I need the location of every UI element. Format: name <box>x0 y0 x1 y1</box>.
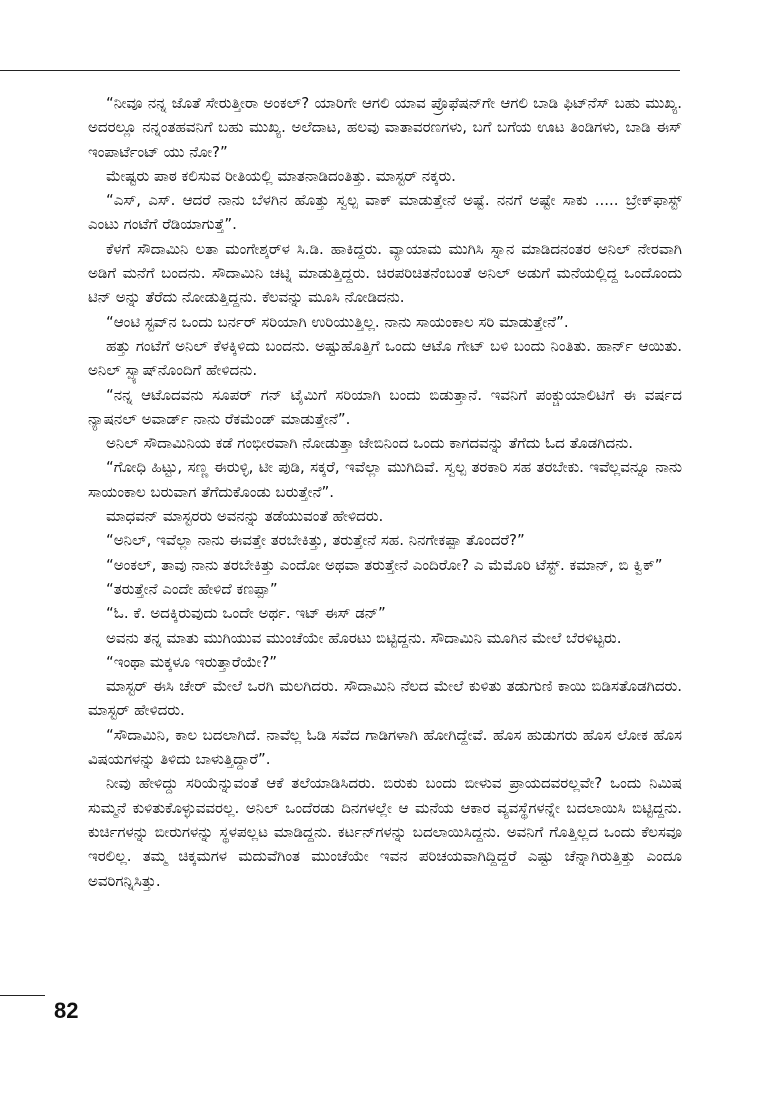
paragraph: “ನೀವೂ ನನ್ನ ಜೊತೆ ಸೇರುತ್ತೀರಾ ಅಂಕಲ್? ಯಾರಿಗೇ ಆಗಲಿ ಯಾವ ಪ್ರೊಫೆಷನ್‌ಗೇ ಆಗಲಿ ಬಾಡಿ ಫಿಟ್‌ನೆಸ್ ಬಹು ಮುಖ್ಯ. ಅದರಲ್ಲೂ ನನ್ನಂತಹವನಿಗೆ ಬಹು ಮುಖ್ಯ. ಅಲೆದಾಟ, ಹಲವು ವಾತಾವರಣಗಳು, ಬಗೆ ಬಗೆಯ ಊಟ ತಿಂಡಿಗಳು, ಬಾಡಿ ಈಸ್ ಇಂಪಾರ್ಟೆಂಟ್ ಯು ನೋ?” <box>88 94 682 161</box>
paragraph: “ಇಂಥಾ ಮಕ್ಕಳೂ ಇರುತ್ತಾರೆಯೇ?” <box>106 652 278 671</box>
paragraph: ಅನಿಲ್ ಸೌದಾಮಿನಿಯ ಕಡೆ ಗಂಭೀರವಾಗಿ ನೋಡುತ್ತಾ ಜೇಬಿನಿಂದ ಒಂದು ಕಾಗದವನ್ನು ತೆಗೆದು ಓದ ತೊಡಗಿದನು. <box>106 434 634 453</box>
paragraph: “ಆಂಟಿ ಸ್ಟವ್‌ನ ಒಂದು ಬರ್ನರ್ ಸರಿಯಾಗಿ ಉರಿಯುತ್ತಿಲ್ಲ. ನಾನು ಸಾಯಂಕಾಲ ಸರಿ ಮಾಡುತ್ತೇನೆ”. <box>106 312 569 331</box>
paragraph: “ಎಸ್, ಎಸ್. ಆದರೆ ನಾನು ಬೆಳಗಿನ ಹೊತ್ತು ಸ್ವಲ್ಪ ವಾಕ್ ಮಾಡುತ್ತೇನೆ ಅಷ್ಟೆ. ನನಗೆ ಅಷ್ಟೇ ಸಾಕು ..... ಬ್ರೇಕ್‌ಫಾಸ್ಟ್ ಎಂಟು ಗಂಟೆಗೆ ರೆಡಿಯಾಗುತ್ತೆ”. <box>88 191 682 234</box>
paragraph: “ಅನಿಲ್, ಇವೆಲ್ಲಾ ನಾನು ಈವತ್ತೇ ತರಬೇಕಿತ್ತು, ತರುತ್ತೇನೆ ಸಹ. ನಿನಗೇಕಪ್ಪಾ ತೊಂದರೆ?” <box>106 531 525 550</box>
page-number: 82 <box>54 998 79 1023</box>
paragraph: ಮೇಷ್ಟರು ಪಾಠ ಕಲಿಸುವ ರೀತಿಯಲ್ಲಿ ಮಾತನಾಡಿದಂತಿತ್ತು. ಮಾಸ್ಟರ್ ನಕ್ಕರು. <box>106 166 456 185</box>
body-text <box>88 91 682 893</box>
paragraph: ನೀವು ಹೇಳಿದ್ದು ಸರಿಯೆನ್ನುವಂತೆ ಆಕೆ ತಲೆಯಾಡಿಸಿದರು. ಬಿರುಕು ಬಂದು ಬೀಳುವ ಪ್ರಾಯದವರಲ್ಲವೇ? ಒಂದು ನಿಮಿಷ ಸುಮ್ಮನೆ ಕುಳಿತುಕೊಳ್ಳುವವರಲ್ಲ. ಅನಿಲ್ ಒಂದೆರಡು ದಿನಗಳಲ್ಲೇ ಆ ಮನೆಯ ಆಕಾರ ವ್ಯವಸ್ಥೆಗಳನ್ನೇ ಬದಲಾಯಿಸಿ ಬಿಟ್ಟಿದ್ದನು. ಕುರ್ಚಿಗಳನ್ನು ಬೀರುಗಳನ್ನು ಸ್ಥಳಪಲ್ಲಟ ಮಾಡಿದ್ದನು. ಕರ್ಟನ್‌ಗಳನ್ನು ಬದಲಾಯಿಸಿದ್ದನು. ಅವನಿಗೆ ಗೊತ್ತಿಲ್ಲದ ಒಂದು ಕೆಲಸವೂ ಇರಲಿಲ್ಲ. ತಮ್ಮ ಚಿಕ್ಕಮಗಳ ಮದುವೆಗಿಂತ ಮುಂಚೆಯೇ ಇವನ ಪರಿಚಯವಾಗಿದ್ದಿದ್ದರೆ ಎಷ್ಟು ಚೆನ್ನಾಗಿರುತ್ತಿತ್ತು ಎಂದೂ ಅವರಿಗನ್ನಿಸಿತ್ತು. <box>88 774 682 890</box>
paragraph: “ಸೌದಾಮಿನಿ, ಕಾಲ ಬದಲಾಗಿದೆ. ನಾವೆಲ್ಲ ಓಡಿ ಸವೆದ ಗಾಡಿಗಳಾಗಿ ಹೋಗಿದ್ದೇವೆ. ಹೊಸ ಹುಡುಗರು ಹೊಸ ಲೋಕ ಹೊಸ ವಿಷಯಗಳನ್ನು ತಿಳಿದು ಬಾಳುತ್ತಿದ್ದಾರೆ”. <box>88 725 682 769</box>
paragraph: ಕೆಳಗೆ ಸೌದಾಮಿನಿ ಲತಾ ಮಂಗೇಶ್ಕರ್‌ಳ ಸಿ.ಡಿ. ಹಾಕಿದ್ದರು. ವ್ಯಾಯಾಮ ಮುಗಿಸಿ ಸ್ನಾನ ಮಾಡಿದನಂತರ ಅನಿಲ್ ನೇರವಾಗಿ ಅಡಿಗೆ ಮನೆಗೆ ಬಂದನು. ಸೌದಾಮಿನಿ ಚಟ್ನಿ ಮಾಡುತ್ತಿದ್ದರು. ಚಿರಪರಿಚಿತನೆಂಬಂತೆ ಅನಿಲ್ ಅಡುಗೆ ಮನೆಯಲ್ಲಿದ್ದ ಒಂದೊಂದು ಟಿನ್ ಅನ್ನು ತೆರೆದು ನೋಡುತ್ತಿದ್ದನು. ಕೆಲವನ್ನು ಮೂಸಿ ನೋಡಿದನು. <box>88 239 682 307</box>
paragraph: “ತರುತ್ತೇನೆ ಎಂದೇ ಹೇಳಿದೆ ಕಣಪ್ಪಾ” <box>106 579 278 598</box>
paragraph: ಮಾಸ್ಟರ್ ಈಸಿ ಚೇರ್ ಮೇಲೆ ಒರಗಿ ಮಲಗಿದರು. ಸೌದಾಮಿನಿ ನೆಲದ ಮೇಲೆ ಕುಳಿತು ತಡುಗುಣಿ ಕಾಯಿ ಬಿಡಿಸತೊಡಗಿದರು. ಮಾಸ್ಟರ್ ಹೇಳಿದರು. <box>88 677 682 720</box>
footer-rule <box>0 995 45 996</box>
paragraph: ಮಾಧವನ್ ಮಾಸ್ಟರರು ಅವನನ್ನು ತಡೆಯುವಂತೆ ಹೇಳಿದರು. <box>106 507 384 526</box>
paragraph: “ಅಂಕಲ್, ತಾವು ನಾನು ತರಬೇಕಿತ್ತು ಎಂದೋ ಅಥವಾ ತರುತ್ತೇನೆ ಎಂದಿರೋ? ಎ ಮೆಮೊರಿ ಟೆಸ್ಟ್. ಕಮಾನ್, ಬಿ ಕ್ವಿಕ್” <box>106 555 663 574</box>
paragraph: “ನನ್ನ ಆಟೊದವನು ಸೂಪರ್ ಗನ್ ಟೈಮಿಗೆ ಸರಿಯಾಗಿ ಬಂದು ಬಿಡುತ್ತಾನೆ. ಇವನಿಗೆ ಪಂಕ್ಚುಯಾಲಿಟಿಗೆ ಈ ವರ್ಷದ ನ್ಯಾಷನಲ್ ಅವಾರ್ಡ್ ನಾನು ರೆಕಮೆಂಡ್ ಮಾಡುತ್ತೇನೆ”. <box>88 385 682 428</box>
paragraph: ಹತ್ತು ಗಂಟೆಗೆ ಅನಿಲ್ ಕೆಳಕ್ಕಿಳಿದು ಬಂದನು. ಅಷ್ಟುಹೊತ್ತಿಗೆ ಒಂದು ಆಟೊ ಗೇಟ್ ಬಳಿ ಬಂದು ನಿಂತಿತು. ಹಾರ್ನ್ ಆಯಿತು. ಅನಿಲ್ ಸ್ಪ್ಯಾಷ್‌ನೊಂದಿಗೆ ಹೇಳಿದನು. <box>88 336 682 380</box>
paragraph: ಅವನು ತನ್ನ ಮಾತು ಮುಗಿಯುವ ಮುಂಚೆಯೇ ಹೊರಟು ಬಿಟ್ಟಿದ್ದನು. ಸೌದಾಮಿನಿ ಮೂಗಿನ ಮೇಲೆ ಬೆರಳಿಟ್ಟರು. <box>106 628 622 647</box>
paragraph: “ಗೋಧಿ ಹಿಟ್ಟು, ಸಣ್ಣ ಈರುಳ್ಳಿ, ಟೀ ಪುಡಿ, ಸಕ್ಕರೆ, ಇವೆಲ್ಲಾ ಮುಗಿದಿವೆ. ಸ್ವಲ್ಪ ತರಕಾರಿ ಸಹ ತರಬೇಕು. ಇವೆಲ್ಲವನ್ನೂ ನಾನು ಸಾಯಂಕಾಲ ಬರುವಾಗ ತೆಗೆದುಕೊಂಡು ಬರುತ್ತೇನೆ”. <box>88 458 682 501</box>
top-rule <box>0 70 680 71</box>
paragraph: “ಓ. ಕೆ. ಅದಕ್ಕಿರುವುದು ಒಂದೇ ಅರ್ಥ. ಇಟ್ ಈಸ್ ಡನ್” <box>106 604 386 623</box>
